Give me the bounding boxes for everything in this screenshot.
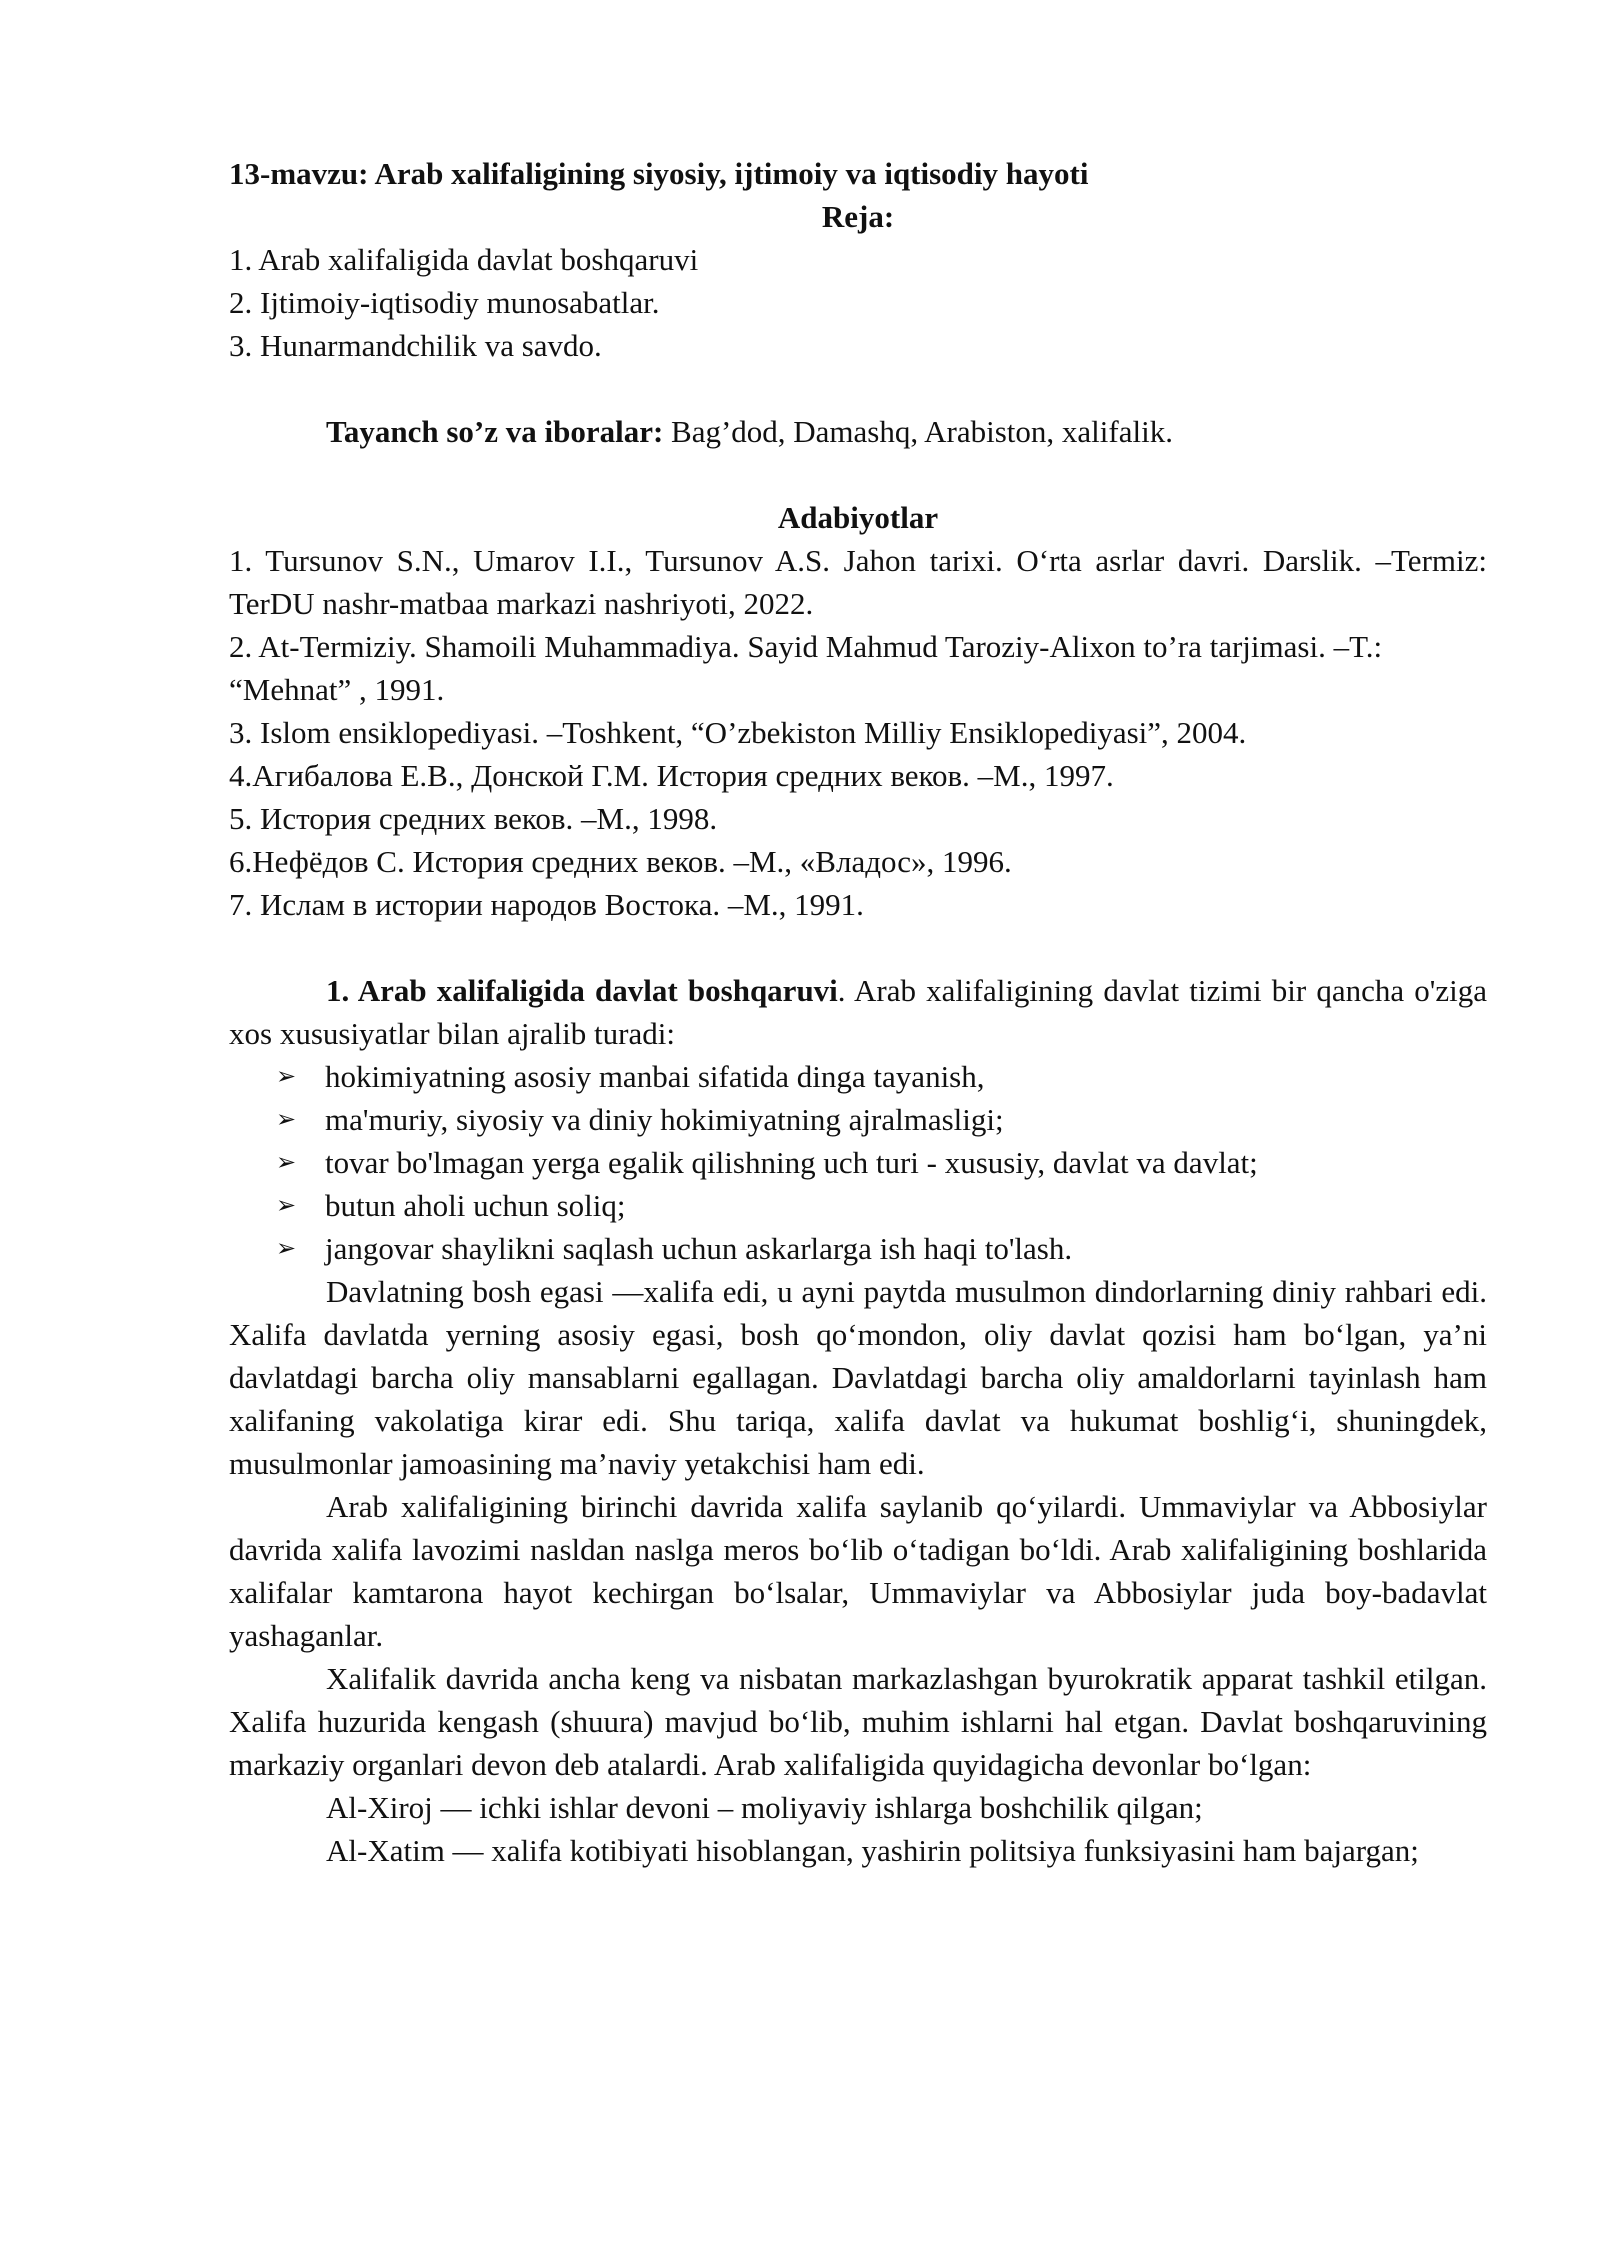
literature-item: 7. Ислам в истории народов Востока. –М., 1991. [229, 887, 864, 922]
literature-item: 4.Агибалова Е.В., Донской Г.М. История средних веков. –М., 1997. [229, 758, 1114, 793]
literature-item: 1. Tursunov S.N., Umarov I.I., Tursunov A.S. Jahon tarixi. O‘rta asrlar davri. Darslik. –Termiz: TerDU nashr-matbaa markazi nashriyoti, 2022. [229, 543, 1487, 621]
literature-heading: Adabiyotlar [777, 500, 939, 535]
plan-item: 3. Hunarmandchilik va savdo. [229, 328, 602, 363]
body-paragraph: Al-Xatim — xalifa kotibiyati hisoblangan, yashirin politsiya funksiyasini ham bajargan; [326, 1833, 1419, 1868]
body-paragraph: Xalifalik davrida ancha keng va nisbatan markazlashgan byurokratik apparat tashkil etilgan. Xalifa huzurida kengash (shuura) mavjud bo‘lib, muhim ishlarni hal etgan. Davlat boshqaruvining markaziy organlari devon deb atalardi. Arab xalifaligida quyidagicha devonlar bo‘lgan: [229, 1661, 1487, 1782]
plan-item: 1. Arab xalifaligida davlat boshqaruvi [229, 242, 699, 277]
plan-item: 2. Ijtimoiy-iqtisodiy munosabatlar. [229, 285, 660, 320]
body-paragraph: Al-Xiroj — ichki ishlar devoni – moliyaviy ishlarga boshchilik qilgan; [326, 1790, 1203, 1825]
bullet-item: ➢ jangovar shaylikni saqlash uchun askarlarga ish haqi to'lash. [276, 1227, 1487, 1270]
section1-intro-paragraph [229, 969, 1487, 1055]
arrow-bullet-icon: ➢ [276, 1234, 297, 1262]
bullet-item: ➢ ma'muriy, siyosiy va diniy hokimiyatning ajralmasligi; [276, 1098, 1487, 1141]
arrow-bullet-icon: ➢ [276, 1105, 297, 1133]
body-paragraph: Davlatning bosh egasi —xalifa edi, u ayni paytda musulmon dindorlarning diniy rahbari edi. Xalifa davlatda yerning asosiy egasi, bosh qo‘mondon, oliy davlat qozisi ham bo‘lgan, ya’ni davlatdagi barcha oliy mansablarni egallagan. Davlatdagi barcha oliy amaldorlarni tayinlash ham xalifaning vakolatiga kirar edi. Shu tariqa, xalifa davlat va hukumat boshlig‘i, shuningdek, musulmonlar jamoasining ma’naviy yetakchisi ham edi. [229, 1274, 1487, 1481]
arrow-bullet-icon: ➢ [276, 1062, 297, 1090]
literature-list [229, 539, 1487, 926]
bullet-item: ➢ butun aholi uchun soliq; [276, 1184, 1487, 1227]
document-body [229, 152, 1487, 1872]
features-bullet-list [229, 1055, 1487, 1270]
bullet-item: ➢ tovar bo'lmagan yerga egalik qilishning uch turi - xususiy, davlat va davlat; [276, 1141, 1487, 1184]
section1-heading: 1. Arab xalifaligida davlat boshqaruvi [326, 973, 838, 1008]
body-paragraph: Arab xalifaligining birinchi davrida xalifa saylanib qo‘yilardi. Ummaviylar va Abbosiylar davrida xalifa lavozimi nasldan naslga meros bo‘lib o‘tadigan bo‘ldi. Arab xalifaligining boshlarida xalifalar kamtarona hayot kechirgan bo‘lsalar, Ummaviylar va Abbosiylar juda boy-badavlat yashaganlar. [229, 1489, 1487, 1653]
literature-item: 6.Нефёдов С. История средних веков. –М., «Владос», 1996. [229, 844, 1012, 879]
section1-intro-text: . Arab xalifaligining davlat tizimi bir qancha o'ziga xos xususiyatlar bilan ajralib turadi: [229, 973, 1487, 1051]
topic-title: 13-mavzu: Arab xalifaligining siyosiy, ijtimoiy va iqtisodiy hayoti [229, 156, 1089, 191]
plan-heading: Reja: [821, 199, 895, 234]
literature-item: 5. История средних веков. –М., 1998. [229, 801, 718, 836]
bullet-item: ➢ hokimiyatning asosiy manbai sifatida dinga tayanish, [276, 1055, 1487, 1098]
keywords-text: Bag’dod, Damashq, Arabiston, xalifalik. [663, 414, 1173, 449]
keywords-label: Tayanch so’z va iboralar: [326, 414, 664, 449]
literature-item: 2. At-Termiziy. Shamoili Muhammadiya. Sayid Mahmud Taroziy-Alixon to’ra tarjimasi. –T.: “Mehnat” , 1991. [229, 629, 1383, 707]
arrow-bullet-icon: ➢ [276, 1191, 297, 1219]
keywords-line [229, 410, 1487, 453]
literature-item: 3. Islom ensiklopediyasi. –Toshkent, “O’zbekiston Milliy Ensiklopediyasi”, 2004. [229, 715, 1247, 750]
plan-list [229, 238, 1487, 367]
arrow-bullet-icon: ➢ [276, 1148, 297, 1176]
